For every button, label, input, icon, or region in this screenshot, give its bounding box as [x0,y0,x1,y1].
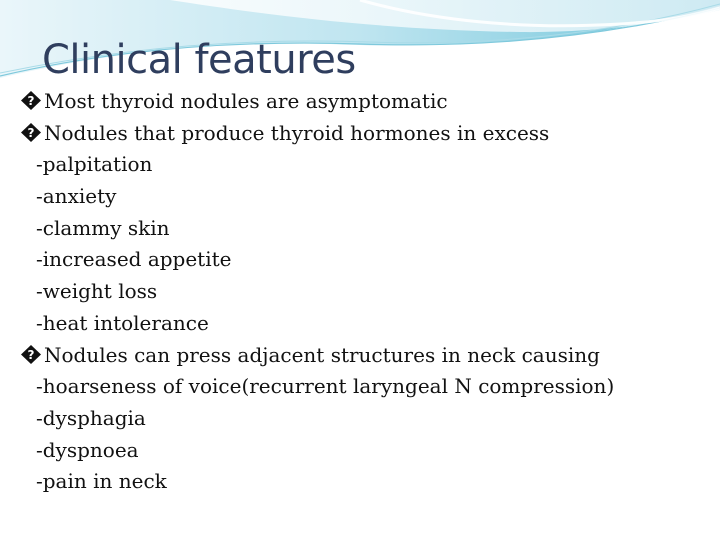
sub-item [20,466,710,498]
sub-item [20,149,710,181]
sub-item [20,244,710,276]
line-text: Most thyroid nodules are asymptomatic [44,89,448,113]
line-text: Nodules can press adjacent structures in neck causing [44,342,600,367]
line-text: -anxiety [36,184,117,209]
sub-item [20,403,710,435]
sub-item [20,371,710,403]
slide-title: Clinical features [42,37,356,83]
line-text: -pain in neck [36,469,167,494]
bullet-item [20,86,710,118]
line-text: -dyspnoea [36,437,139,462]
sub-item [20,213,710,245]
line-text: -weight loss [36,279,158,304]
sub-item [20,181,710,213]
bullet-item [20,340,710,372]
unknown-glyph-box-icon [20,90,42,111]
line-text: -dysphagia [36,405,146,430]
svg-text:?: ? [27,347,35,362]
line-text: -increased appetite [36,247,232,272]
line-text: -hoarseness of voice(recurrent laryngeal N compression) [36,374,615,399]
line-text: -palpitation [36,152,153,177]
line-text: -clammy skin [36,215,170,240]
unknown-glyph-box-icon [20,122,42,143]
sub-item [20,276,710,308]
line-text: -heat intolerance [36,310,209,335]
line-text: Nodules that produce thyroid hormones in excess [44,120,550,145]
svg-text:?: ? [27,94,35,108]
sub-item [20,435,710,467]
sub-item [20,308,710,340]
svg-text:?: ? [27,125,35,140]
bullet-item [20,118,710,150]
slide-body [20,86,710,498]
unknown-glyph-box-icon [20,344,42,365]
